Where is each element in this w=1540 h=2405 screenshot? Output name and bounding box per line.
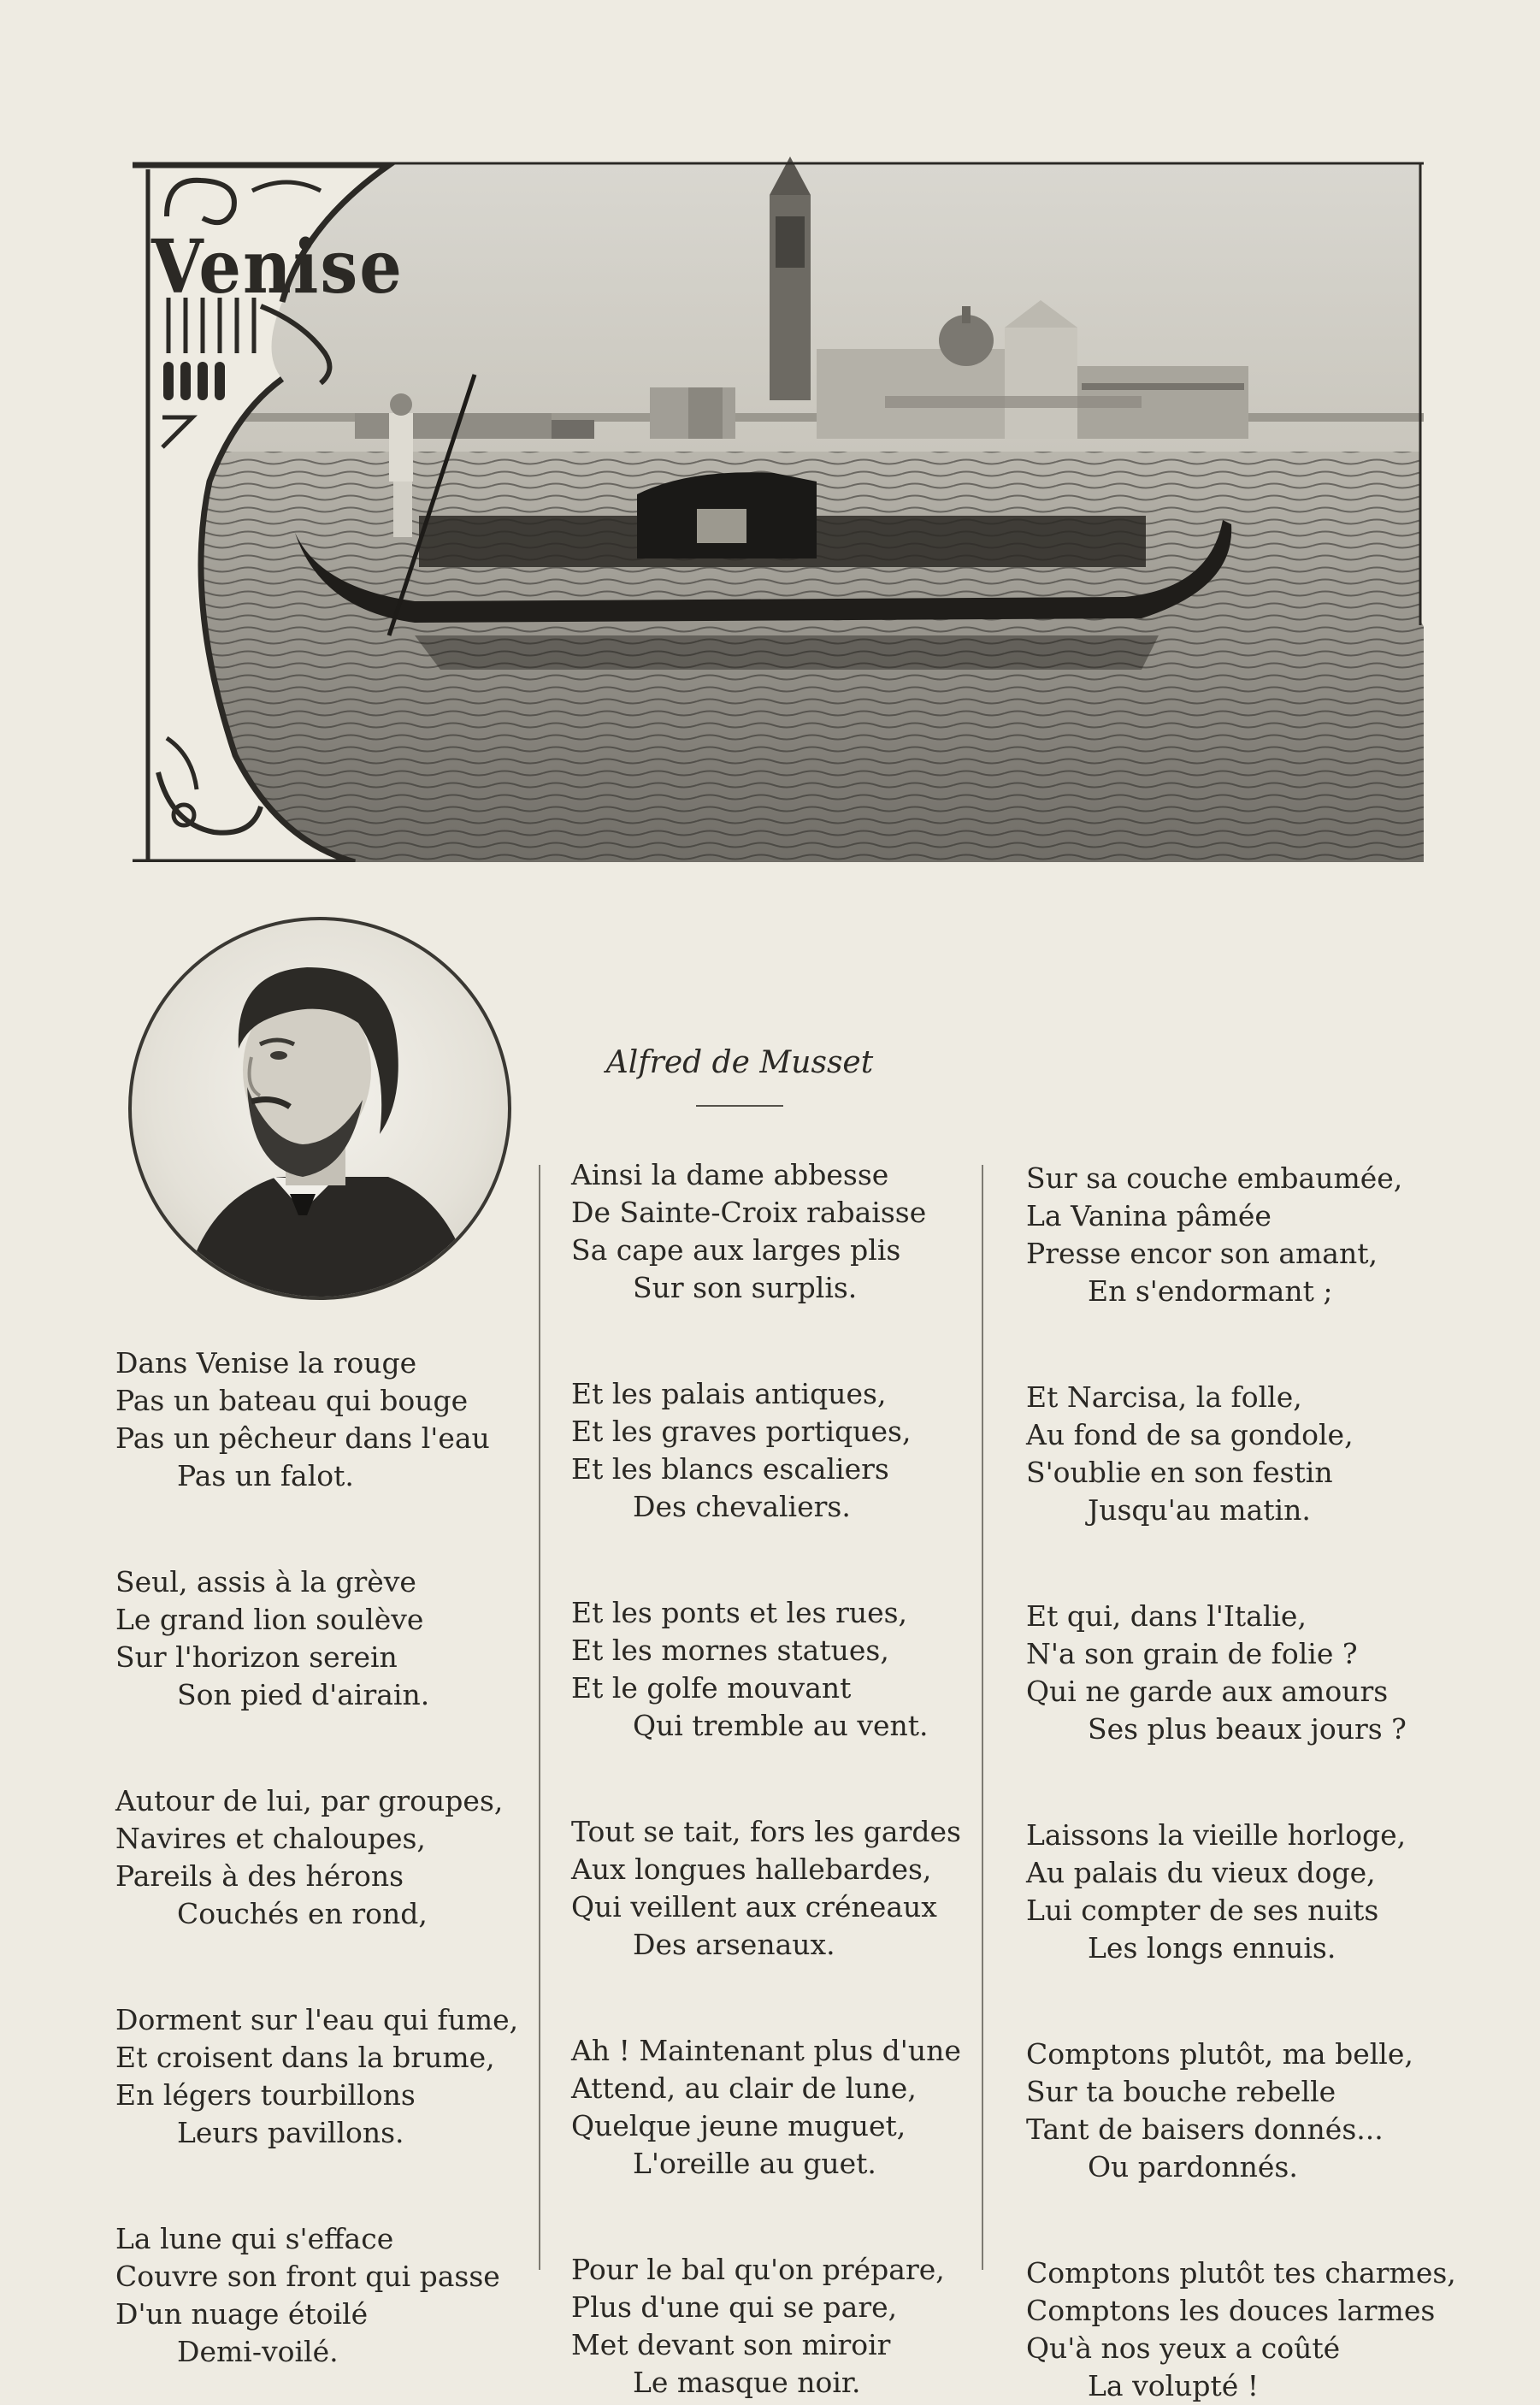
poem-line: La lune qui s'efface <box>115 2222 394 2255</box>
poem-line: Plus d'une qui se pare, <box>571 2290 898 2324</box>
poem-line: Attend, au clair de lune, <box>571 2071 917 2105</box>
poem-line: Presse encor son amant, <box>1026 1237 1378 1270</box>
poem-stanza <box>1026 2254 1471 2405</box>
poem-line: Et qui, dans l'Italie, <box>1026 1599 1307 1633</box>
stanza-gap <box>1026 1529 1471 1598</box>
poem-stanza <box>571 1156 1016 1307</box>
poem-line: Et les mornes statues, <box>571 1634 889 1667</box>
poem-line: Comptons plutôt, ma belle, <box>1026 2037 1413 2071</box>
poem-line: La volupté ! <box>1088 2369 1260 2402</box>
poem-column-3 <box>1026 1160 1471 2405</box>
poem-line: Dorment sur l'eau qui fume, <box>115 2003 519 2036</box>
poem-line: Quelque jeune muguet, <box>571 2109 906 2142</box>
stanza-gap <box>1026 1967 1471 2036</box>
poem-line: Des chevaliers. <box>633 1490 851 1523</box>
poem-line: La Vanina pâmée <box>1026 1199 1272 1232</box>
poem-line: Pas un falot. <box>177 1459 354 1492</box>
poem-line: En s'endormant ; <box>1088 1274 1333 1308</box>
stanza-gap <box>571 1526 1016 1594</box>
poem-line: Seul, assis à la grève <box>115 1565 416 1598</box>
poem-line: Ainsi la dame abbesse <box>571 1158 889 1191</box>
poem-line: Au fond de sa gondole, <box>1026 1418 1354 1451</box>
stanza-gap <box>115 2152 560 2220</box>
stanza-gap <box>115 1933 560 2001</box>
poem-line: Et Narcisa, la folle, <box>1026 1380 1302 1414</box>
poem-stanza <box>1026 1598 1471 1748</box>
poem-line: Son pied d'airain. <box>177 1678 430 1711</box>
poem-stanza <box>1026 1379 1471 1529</box>
stanza-gap <box>571 1964 1016 2032</box>
poem-line: De Sainte-Croix rabaisse <box>571 1196 927 1229</box>
poem-line: Jusqu'au matin. <box>1088 1493 1311 1527</box>
poem-stanza <box>1026 2036 1471 2186</box>
poem-line: Et les ponts et les rues, <box>571 1596 908 1629</box>
poem-line: Ah ! Maintenant plus d'une <box>571 2034 961 2067</box>
poem-line: Au palais du vieux doge, <box>1026 1856 1376 1889</box>
poem-line: N'a son grain de folie ? <box>1026 1637 1358 1670</box>
stanza-gap <box>1026 1310 1471 1379</box>
poem-stanza <box>571 1375 1016 1526</box>
poem-line: Qu'à nos yeux a coûté <box>1026 2331 1341 2365</box>
poem-line: Les longs ennuis. <box>1088 1931 1336 1965</box>
poem-line: Navires et chaloupes, <box>115 1822 426 1855</box>
poem-stanza <box>1026 1817 1471 1967</box>
stanza-gap <box>115 1714 560 1782</box>
poem-line: Le grand lion soulève <box>115 1603 424 1636</box>
poem-line: Et les palais antiques, <box>571 1377 887 1410</box>
poem-line: Et les graves portiques, <box>571 1415 912 1448</box>
poem-line: Sur son surplis. <box>633 1271 858 1304</box>
poem-line: Tant de baisers donnés... <box>1026 2112 1384 2146</box>
poem-line: Couchés en rond, <box>177 1897 428 1930</box>
poem-line: Demi-voilé. <box>177 2335 339 2368</box>
poem-line: Lui compter de ses nuits <box>1026 1894 1379 1927</box>
author-name: Alfred de Musset <box>605 1045 874 1080</box>
poem-stanza <box>115 1782 560 1933</box>
poem-line: Sur l'horizon serein <box>115 1640 398 1674</box>
poem-line: Pas un pêcheur dans l'eau <box>115 1421 490 1455</box>
poem-line: En légers tourbillons <box>115 2078 416 2112</box>
poem-stanza <box>115 2220 560 2371</box>
stanza-gap <box>571 1307 1016 1375</box>
poem-line: Tout se tait, fors les gardes <box>571 1815 961 1848</box>
poem-line: Et les blancs escaliers <box>571 1452 889 1486</box>
poem-stanza <box>571 1813 1016 1964</box>
poem-line: Comptons les douces larmes <box>1026 2294 1436 2327</box>
poem-line: Leurs pavillons. <box>177 2116 404 2149</box>
poem-line: Pour le bal qu'on prépare, <box>571 2253 945 2286</box>
poem-line: Couvre son front qui passe <box>115 2260 500 2293</box>
poem-stanza <box>571 2032 1016 2183</box>
poem-line: Pas un bateau qui bouge <box>115 1384 469 1417</box>
poem-line: Pareils à des hérons <box>115 1859 404 1893</box>
stanza-gap <box>571 2183 1016 2251</box>
poem-line: Laissons la vieille horloge, <box>1026 1818 1407 1852</box>
header-illustration <box>133 157 1424 862</box>
poem-line: S'oublie en son festin <box>1026 1456 1333 1489</box>
poem-line: Met devant son miroir <box>571 2328 891 2361</box>
poem-line: Le masque noir. <box>633 2366 861 2399</box>
poem-line: Dans Venise la rouge <box>115 1346 417 1380</box>
poem-line: Et le golfe mouvant <box>571 1671 852 1705</box>
poem-line: Ou pardonnés. <box>1088 2150 1298 2183</box>
poem-line: Sur sa couche embaumée, <box>1026 1161 1403 1195</box>
poem-line: Des arsenaux. <box>633 1928 835 1961</box>
stanza-gap <box>571 1745 1016 1813</box>
poem-line: Comptons plutôt tes charmes, <box>1026 2256 1456 2290</box>
poem-stanza <box>571 2251 1016 2402</box>
stanza-gap <box>1026 1748 1471 1817</box>
poem-stanza <box>1026 1160 1471 1310</box>
stanza-gap <box>1026 2186 1471 2254</box>
alfred-de-musset-portrait-icon <box>132 920 508 1297</box>
poem-line: Qui tremble au vent. <box>633 1709 929 1742</box>
poem-line: Aux longues hallebardes, <box>571 1852 932 1886</box>
poem-stanza <box>115 1344 560 1495</box>
poem-line: L'oreille au guet. <box>633 2147 876 2180</box>
poem-line: Qui ne garde aux amours <box>1026 1675 1389 1708</box>
poem-line: Sa cape aux larges plis <box>571 1233 901 1267</box>
poem-line: Sur ta bouche rebelle <box>1026 2075 1336 2108</box>
poem-stanza <box>115 1563 560 1714</box>
author-portrait <box>128 917 511 1300</box>
stanza-gap <box>115 1495 560 1563</box>
poem-line: Et croisent dans la brume, <box>115 2041 495 2074</box>
poem-stanza <box>115 2001 560 2152</box>
poem-line: Autour de lui, par groupes, <box>115 1784 504 1817</box>
poem-column-2 <box>571 1156 1016 2402</box>
poem-line: Qui veillent aux créneaux <box>571 1890 937 1923</box>
poem-stanza <box>571 1594 1016 1745</box>
poem-column-1 <box>115 1344 560 2371</box>
poem-line: Ses plus beaux jours ? <box>1088 1712 1407 1746</box>
author-underline <box>696 1105 783 1107</box>
page-title: Venise <box>151 225 404 311</box>
poem-line: D'un nuage étoilé <box>115 2297 369 2331</box>
